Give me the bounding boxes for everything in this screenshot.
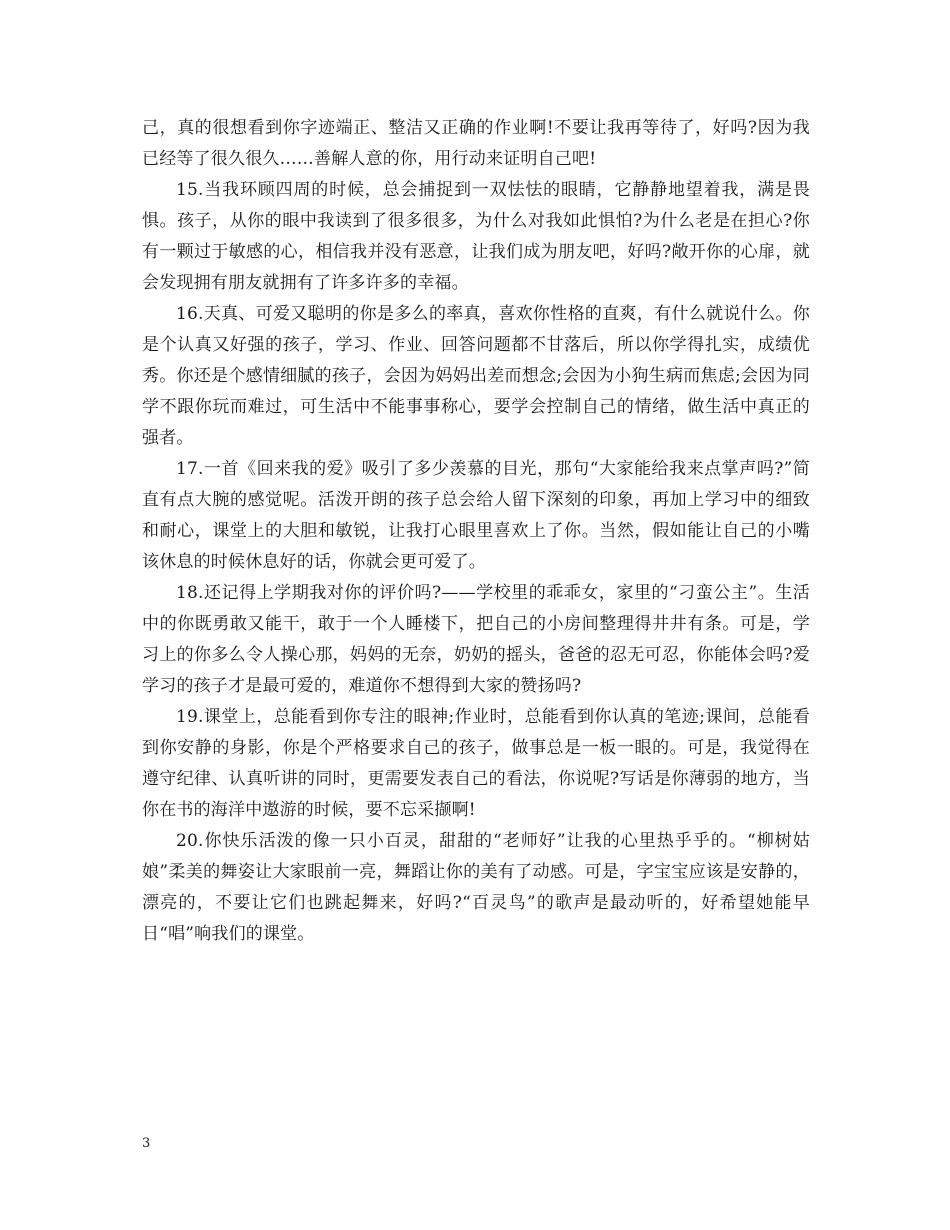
document-body (142, 113, 810, 950)
paragraph-continuation: 己，真的很想看到你字迹端正、整洁又正确的作业啊!不要让我再等待了，好吗?因为我已经等了很久很久……善解人意的你，用行动来证明自己吧! (142, 118, 810, 169)
paragraph-17: 17.一首《回来我的爱》吸引了多少羡慕的目光，那句“大家能给我来点掌声吗?”简直有点大腕的感觉呢。活泼开朗的孩子总会给人留下深刻的印象，再加上学习中的细致和耐心，课堂上的大胆和敏锐，让我打心眼里喜欢上了你。当然，假如能让自己的小嘴该休息的时候休息好的话，你就会更可爱了。 (142, 459, 810, 572)
paragraph-19: 19.课堂上，总能看到你专注的眼神;作业时，总能看到你认真的笔迹;课间，总能看到你安静的身影，你是个严格要求自己的孩子，做事总是一板一眼的。可是，我觉得在遵守纪律、认真听讲的同时，更需要发表自己的看法，你说呢?写话是你薄弱的地方，当你在书的海洋中遨游的时候，要不忘采撷啊! (142, 707, 810, 820)
paragraph-18: 18.还记得上学期我对你的评价吗?——学校里的乖乖女，家里的“刁蛮公主”。生活中的你既勇敢又能干，敢于一个人睡楼下，把自己的小房间整理得井井有条。可是，学习上的你多么令人操心那，妈妈的无奈，奶奶的摇头，爸爸的忍无可忍，你能体会吗?爱学习的孩子才是最可爱的，难道你不想得到大家的赞扬吗? (142, 583, 810, 696)
paragraph-16: 16.天真、可爱又聪明的你是多么的率真，喜欢你性格的直爽，有什么就说什么。你是个认真又好强的孩子，学习、作业、回答问题都不甘落后，所以你学得扎实，成绩优秀。你还是个感情细腻的孩子，会因为妈妈出差而想念;会因为小狗生病而焦虑;会因为同学不跟你玩而难过，可生活中不能事事称心，要学会控制自己的情绪，做生活中真正的强者。 (142, 304, 810, 448)
paragraph-20: 20.你快乐活泼的像一只小百灵，甜甜的“老师好”让我的心里热乎乎的。“柳树姑娘”柔美的舞姿让大家眼前一亮，舞蹈让你的美有了动感。可是，字宝宝应该是安静的，漂亮的，不要让它们也跳起舞来，好吗?“百灵鸟”的歌声是最动听的，好希望她能早日“唱”响我们的课堂。 (142, 831, 810, 944)
page-number: 3 (142, 1136, 151, 1151)
paragraph-15: 15.当我环顾四周的时候，总会捕捉到一双怯怯的眼睛，它静静地望着我，满是畏惧。孩子，从你的眼中我读到了很多很多，为什么对我如此惧怕?为什么老是在担心?你有一颗过于敏感的心，相信我并没有恶意，让我们成为朋友吧，好吗?敞开你的心扉，就会发现拥有朋友就拥有了许多许多的幸福。 (142, 180, 810, 293)
